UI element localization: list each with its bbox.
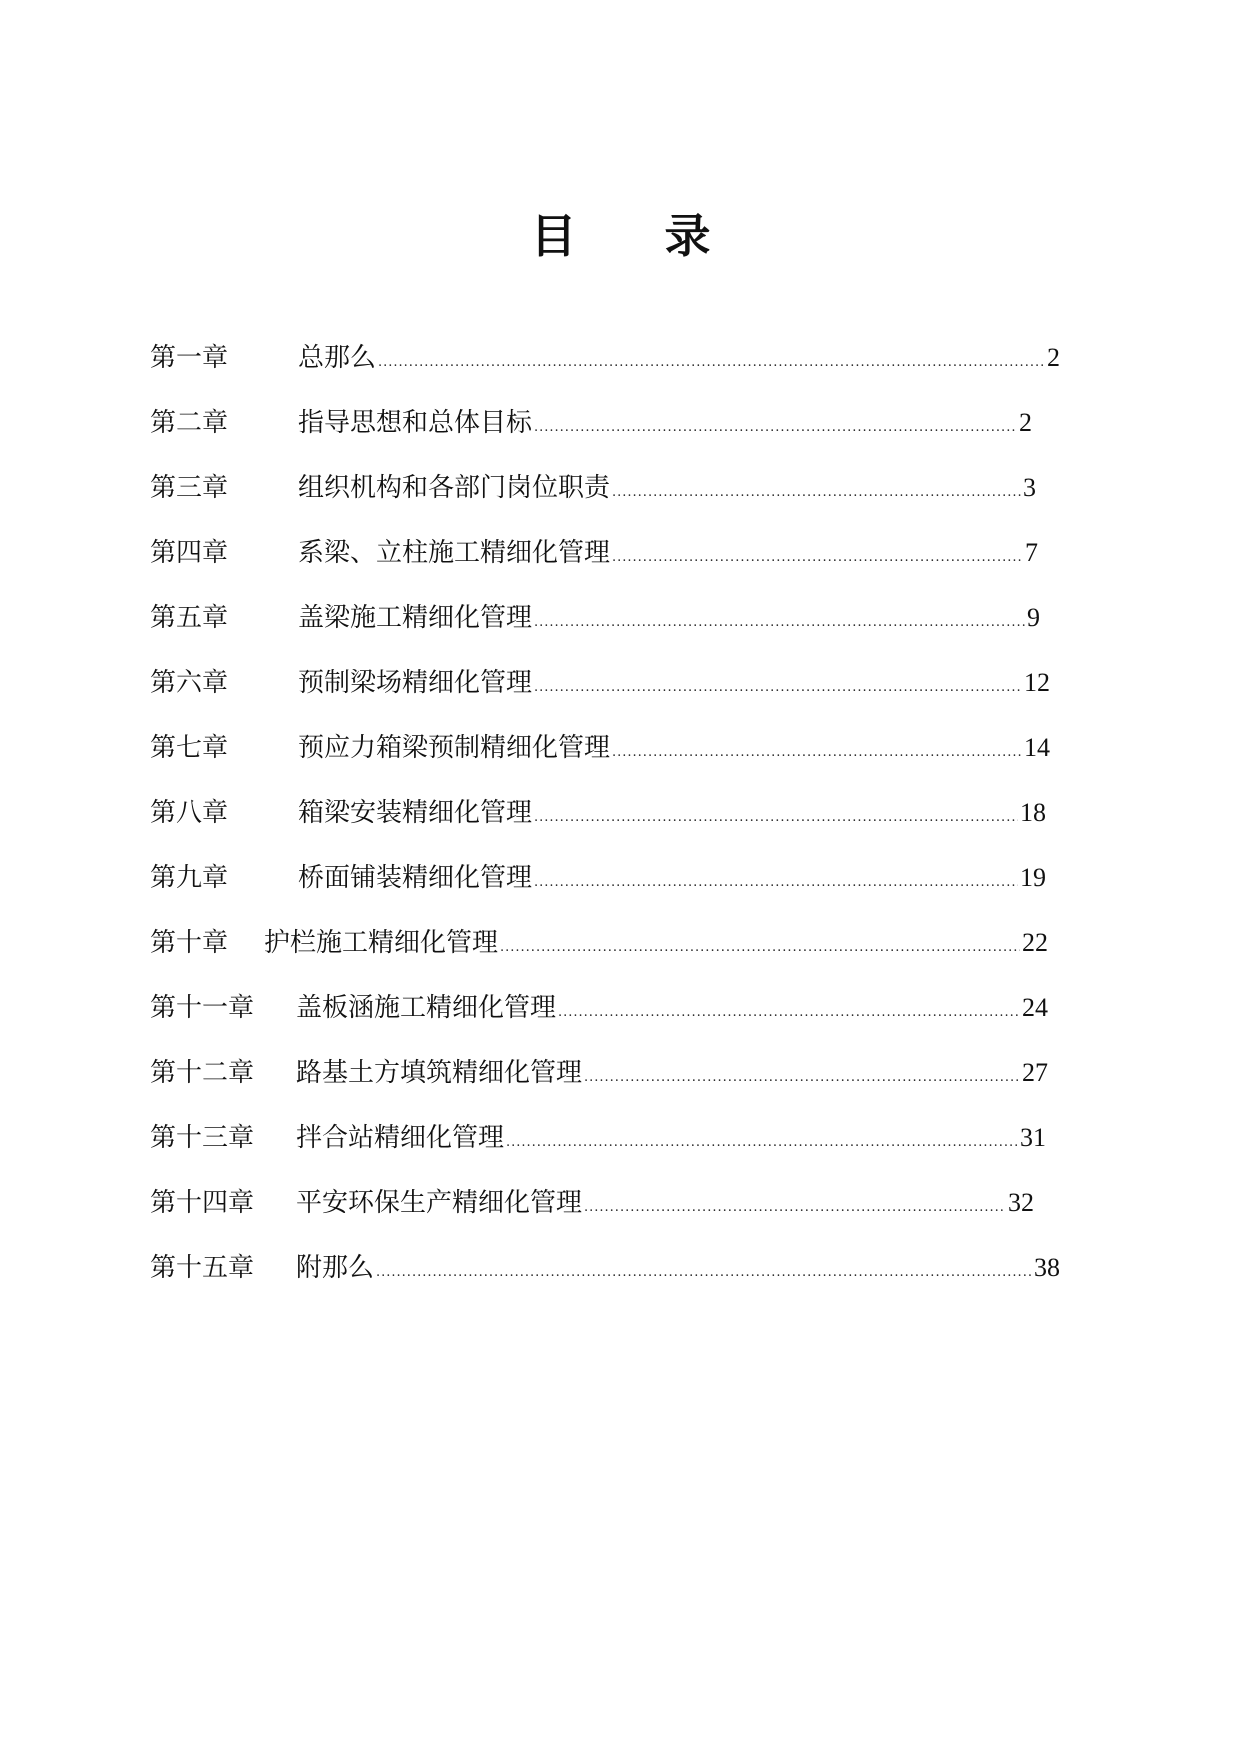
toc-chapter-number: 第八章 xyxy=(150,798,229,828)
toc-dot-leader xyxy=(534,410,1017,446)
toc-chapter-title: 系梁、立柱施工精细化管理 xyxy=(298,538,611,568)
toc-page-number: 3 xyxy=(1023,473,1036,502)
toc-page-number: 18 xyxy=(1020,798,1046,827)
toc-chapter-title: 预应力箱梁预制精细化管理 xyxy=(298,733,611,763)
toc-row[interactable] xyxy=(150,860,1060,925)
toc-page-number: 27 xyxy=(1022,1058,1048,1087)
toc-dot-leader xyxy=(534,800,1018,836)
toc-row[interactable] xyxy=(150,1250,1060,1315)
toc-chapter-title: 指导思想和总体目标 xyxy=(298,408,533,438)
toc-page-number: 31 xyxy=(1020,1123,1046,1152)
toc-chapter-title: 预制梁场精细化管理 xyxy=(298,668,533,698)
toc-row[interactable] xyxy=(150,340,1060,405)
toc-chapter-title: 拌合站精细化管理 xyxy=(296,1123,505,1153)
toc-chapter-number: 第一章 xyxy=(150,343,229,373)
toc-page-number: 19 xyxy=(1020,863,1046,892)
toc-chapter-number: 第四章 xyxy=(150,538,229,568)
toc-dot-leader xyxy=(558,995,1020,1031)
toc-row[interactable] xyxy=(150,1120,1060,1185)
toc-dot-leader xyxy=(612,475,1021,511)
toc-chapter-number: 第十一章 xyxy=(150,993,255,1023)
toc-dot-leader xyxy=(506,1125,1018,1161)
toc-dot-leader xyxy=(584,1060,1020,1096)
toc-chapter-number: 第十二章 xyxy=(150,1058,255,1088)
toc-dot-leader xyxy=(612,540,1023,576)
table-of-contents xyxy=(150,340,1060,1315)
toc-chapter-number: 第三章 xyxy=(150,473,229,503)
toc-page-number: 2 xyxy=(1047,343,1060,372)
toc-page-number: 7 xyxy=(1025,538,1038,567)
toc-chapter-number: 第九章 xyxy=(150,863,229,893)
toc-dot-leader xyxy=(500,930,1020,966)
toc-row[interactable] xyxy=(150,730,1060,795)
toc-page-number: 32 xyxy=(1008,1188,1034,1217)
toc-chapter-title: 护栏施工精细化管理 xyxy=(264,928,499,958)
toc-dot-leader xyxy=(584,1190,1006,1226)
toc-page-number: 24 xyxy=(1022,993,1048,1022)
toc-chapter-number: 第七章 xyxy=(150,733,229,763)
toc-chapter-number: 第十五章 xyxy=(150,1253,255,1283)
page-title: 目 录 xyxy=(530,209,747,263)
toc-dot-leader xyxy=(534,670,1022,706)
toc-dot-leader xyxy=(534,605,1025,641)
toc-page-number: 9 xyxy=(1027,603,1040,632)
toc-chapter-title: 附那么 xyxy=(296,1253,375,1283)
toc-row[interactable] xyxy=(150,1185,1060,1250)
toc-chapter-number: 第五章 xyxy=(150,603,229,633)
toc-chapter-number: 第十三章 xyxy=(150,1123,255,1153)
toc-chapter-title: 盖梁施工精细化管理 xyxy=(298,603,533,633)
toc-chapter-title: 桥面铺装精细化管理 xyxy=(298,863,533,893)
toc-chapter-title: 组织机构和各部门岗位职责 xyxy=(298,473,611,503)
toc-dot-leader xyxy=(378,345,1045,381)
toc-page-number: 38 xyxy=(1034,1253,1060,1282)
toc-chapter-title: 平安环保生产精细化管理 xyxy=(296,1188,583,1218)
toc-chapter-title: 总那么 xyxy=(298,343,377,373)
toc-row[interactable] xyxy=(150,600,1060,665)
toc-dot-leader xyxy=(376,1255,1032,1291)
toc-row[interactable] xyxy=(150,925,1060,990)
toc-row[interactable] xyxy=(150,795,1060,860)
toc-chapter-title: 盖板涵施工精细化管理 xyxy=(296,993,557,1023)
toc-chapter-number: 第十四章 xyxy=(150,1188,255,1218)
toc-chapter-number: 第六章 xyxy=(150,668,229,698)
toc-page-number: 14 xyxy=(1024,733,1050,762)
toc-row[interactable] xyxy=(150,535,1060,600)
toc-dot-leader xyxy=(534,865,1018,901)
toc-row[interactable] xyxy=(150,1055,1060,1120)
toc-row[interactable] xyxy=(150,470,1060,535)
toc-row[interactable] xyxy=(150,990,1060,1055)
toc-row[interactable] xyxy=(150,665,1060,730)
toc-chapter-title: 路基土方填筑精细化管理 xyxy=(296,1058,583,1088)
toc-chapter-number: 第十章 xyxy=(150,928,229,958)
toc-dot-leader xyxy=(612,735,1022,771)
toc-row[interactable] xyxy=(150,405,1060,470)
toc-chapter-number: 第二章 xyxy=(150,408,229,438)
toc-page-number: 22 xyxy=(1022,928,1048,957)
toc-page-number: 2 xyxy=(1019,408,1032,437)
toc-chapter-title: 箱梁安装精细化管理 xyxy=(298,798,533,828)
toc-page-number: 12 xyxy=(1024,668,1050,697)
